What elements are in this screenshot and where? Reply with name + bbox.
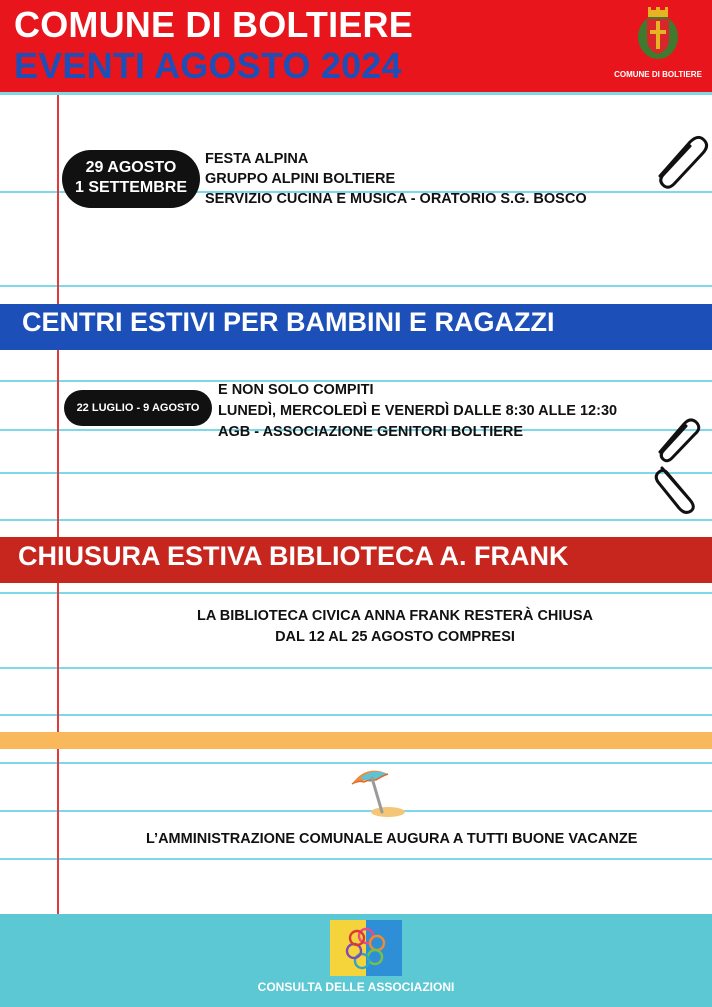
centri-date-badge: 22 LUGLIO - 9 AGOSTO: [64, 390, 212, 426]
footer-label: CONSULTA DELLE ASSOCIAZIONI: [257, 980, 455, 994]
centri-details: [218, 380, 617, 443]
ruled-line: [0, 519, 712, 521]
section-title-centri-estivi: CENTRI ESTIVI PER BAMBINI E RAGAZZI: [22, 307, 555, 337]
ruled-line: [0, 592, 712, 594]
centri-organizer: AGB - ASSOCIAZIONE GENITORI BOLTIERE: [218, 424, 524, 440]
event-date-badge: [62, 150, 200, 208]
page-subtitle: EVENTI AGOSTO 2024: [14, 45, 402, 86]
event-date-end: 1 SETTEMBRE: [74, 179, 187, 196]
event-description: SERVIZIO CUCINA E MUSICA - ORATORIO S.G. BOSCO: [205, 191, 587, 207]
decorative-band: [0, 732, 712, 749]
event-date-start: 29 AGOSTO: [85, 159, 177, 176]
page-title: COMUNE DI BOLTIERE: [14, 4, 413, 45]
ruled-line: [0, 285, 712, 287]
header-divider: [0, 92, 712, 95]
biblioteca-notice-line1: LA BIBLIOTECA CIVICA ANNA FRANK RESTERÀ CHIUSA: [196, 608, 594, 624]
municipal-crest-icon: [636, 6, 680, 64]
centri-schedule: LUNEDÌ, MERCOLEDÌ E VENERDÌ DALLE 8:30 ALLE 12:30: [218, 403, 618, 419]
crest-label: COMUNE DI BOLTIERE: [614, 70, 702, 79]
beach-umbrella-icon: [348, 762, 408, 820]
event-details: [205, 149, 587, 209]
ruled-line: [0, 667, 712, 669]
paperclip-icon: [652, 412, 704, 464]
ruled-line: [0, 472, 712, 474]
paperclip-icon: [650, 130, 712, 192]
biblioteca-notice-line2: DAL 12 AL 25 AGOSTO COMPRESI: [275, 629, 515, 645]
centri-name: E NON SOLO COMPITI: [218, 382, 374, 398]
closing-message: L’AMMINISTRAZIONE COMUNALE AUGURA A TUTTI BUONE VACANZE: [146, 831, 638, 847]
paperclip-icon: [652, 460, 704, 516]
event-name: FESTA ALPINA: [205, 151, 309, 167]
ruled-line: [0, 858, 712, 860]
event-organizer: GRUPPO ALPINI BOLTIERE: [205, 171, 396, 187]
section-title-biblioteca: CHIUSURA ESTIVA BIBLIOTECA A. FRANK: [18, 541, 569, 571]
biblioteca-notice: [120, 606, 670, 648]
associations-logo-icon: [330, 920, 402, 976]
notebook-margin-line: [57, 92, 59, 914]
ruled-line: [0, 714, 712, 716]
